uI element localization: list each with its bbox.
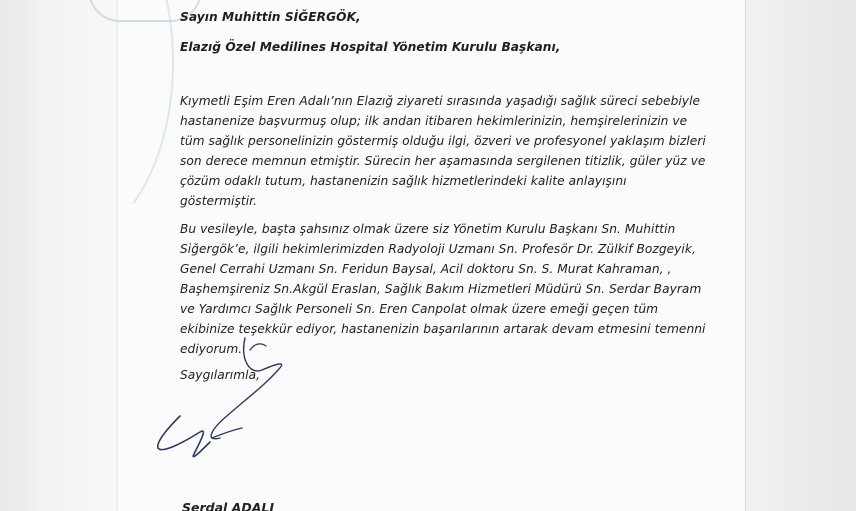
paragraph-1-line: çözüm odaklı tutum, hastanenizin sağlık hizmetlerindeki kalite anlayışını [180, 174, 627, 188]
signer-name: Serdal ADALI [182, 500, 275, 511]
paragraph-2-line: Başhemşireniz Sn.Akgül Eraslan, Sağlık Bakım Hizmetleri Müdürü Sn. Serdar Bayram [180, 282, 702, 296]
paragraph-1-line: Kıymetli Eşim Eren Adalı’nın Elazığ ziyareti sırasında yaşadığı sağlık süreci sebebiyle [180, 94, 701, 108]
adjacent-sheet-edge [745, 0, 856, 511]
paragraph-1-line: son derece memnun etmiştir. Sürecin her aşamasında sergilenen titizlik, güler yüz ve [180, 154, 706, 168]
closing: Saygılarımla, [180, 368, 261, 382]
paragraph-2-line: Genel Cerrahi Uzmanı Sn. Feridun Baysal, Acil doktoru Sn. S. Murat Kahraman, , [180, 262, 672, 276]
paragraph-2-line: ekibinize teşekkür ediyor, hastanenizin başarılarının artarak devam etmesini temenni [180, 322, 706, 336]
paragraph-1-line: göstermiştir. [180, 194, 258, 208]
paragraph-1-line: hastanenize başvurmuş olup; ilk andan itibaren hekimlerinizin, hemşirelerinizin ve [180, 114, 688, 128]
salutation: Sayın Muhittin SİĞERGÖK, [180, 10, 361, 24]
recipient-title: Elazığ Özel Medilines Hospital Yönetim Kurulu Başkanı, [180, 40, 561, 54]
paragraph-2-line: Siğergök’e, ilgili hekimlerimizden Radyoloji Uzmanı Sn. Profesör Dr. Zülkif Bozgeyik, [180, 242, 696, 256]
paragraph-2-line: Bu vesileyle, başta şahsınız olmak üzere siz Yönetim Kurulu Başkanı Sn. Muhittin [180, 222, 676, 236]
paragraph-2-line: ediyorum. [180, 342, 243, 356]
paragraph-2-line: ve Yardımcı Sağlık Personeli Sn. Eren Canpolat olmak üzere emeği geçen tüm [180, 302, 659, 316]
paragraph-1-line: tüm sağlık personelinizin göstermiş olduğu ilgi, özveri ve profesyonel yaklaşım bizleri [180, 134, 706, 148]
handwritten-signature [150, 330, 310, 470]
